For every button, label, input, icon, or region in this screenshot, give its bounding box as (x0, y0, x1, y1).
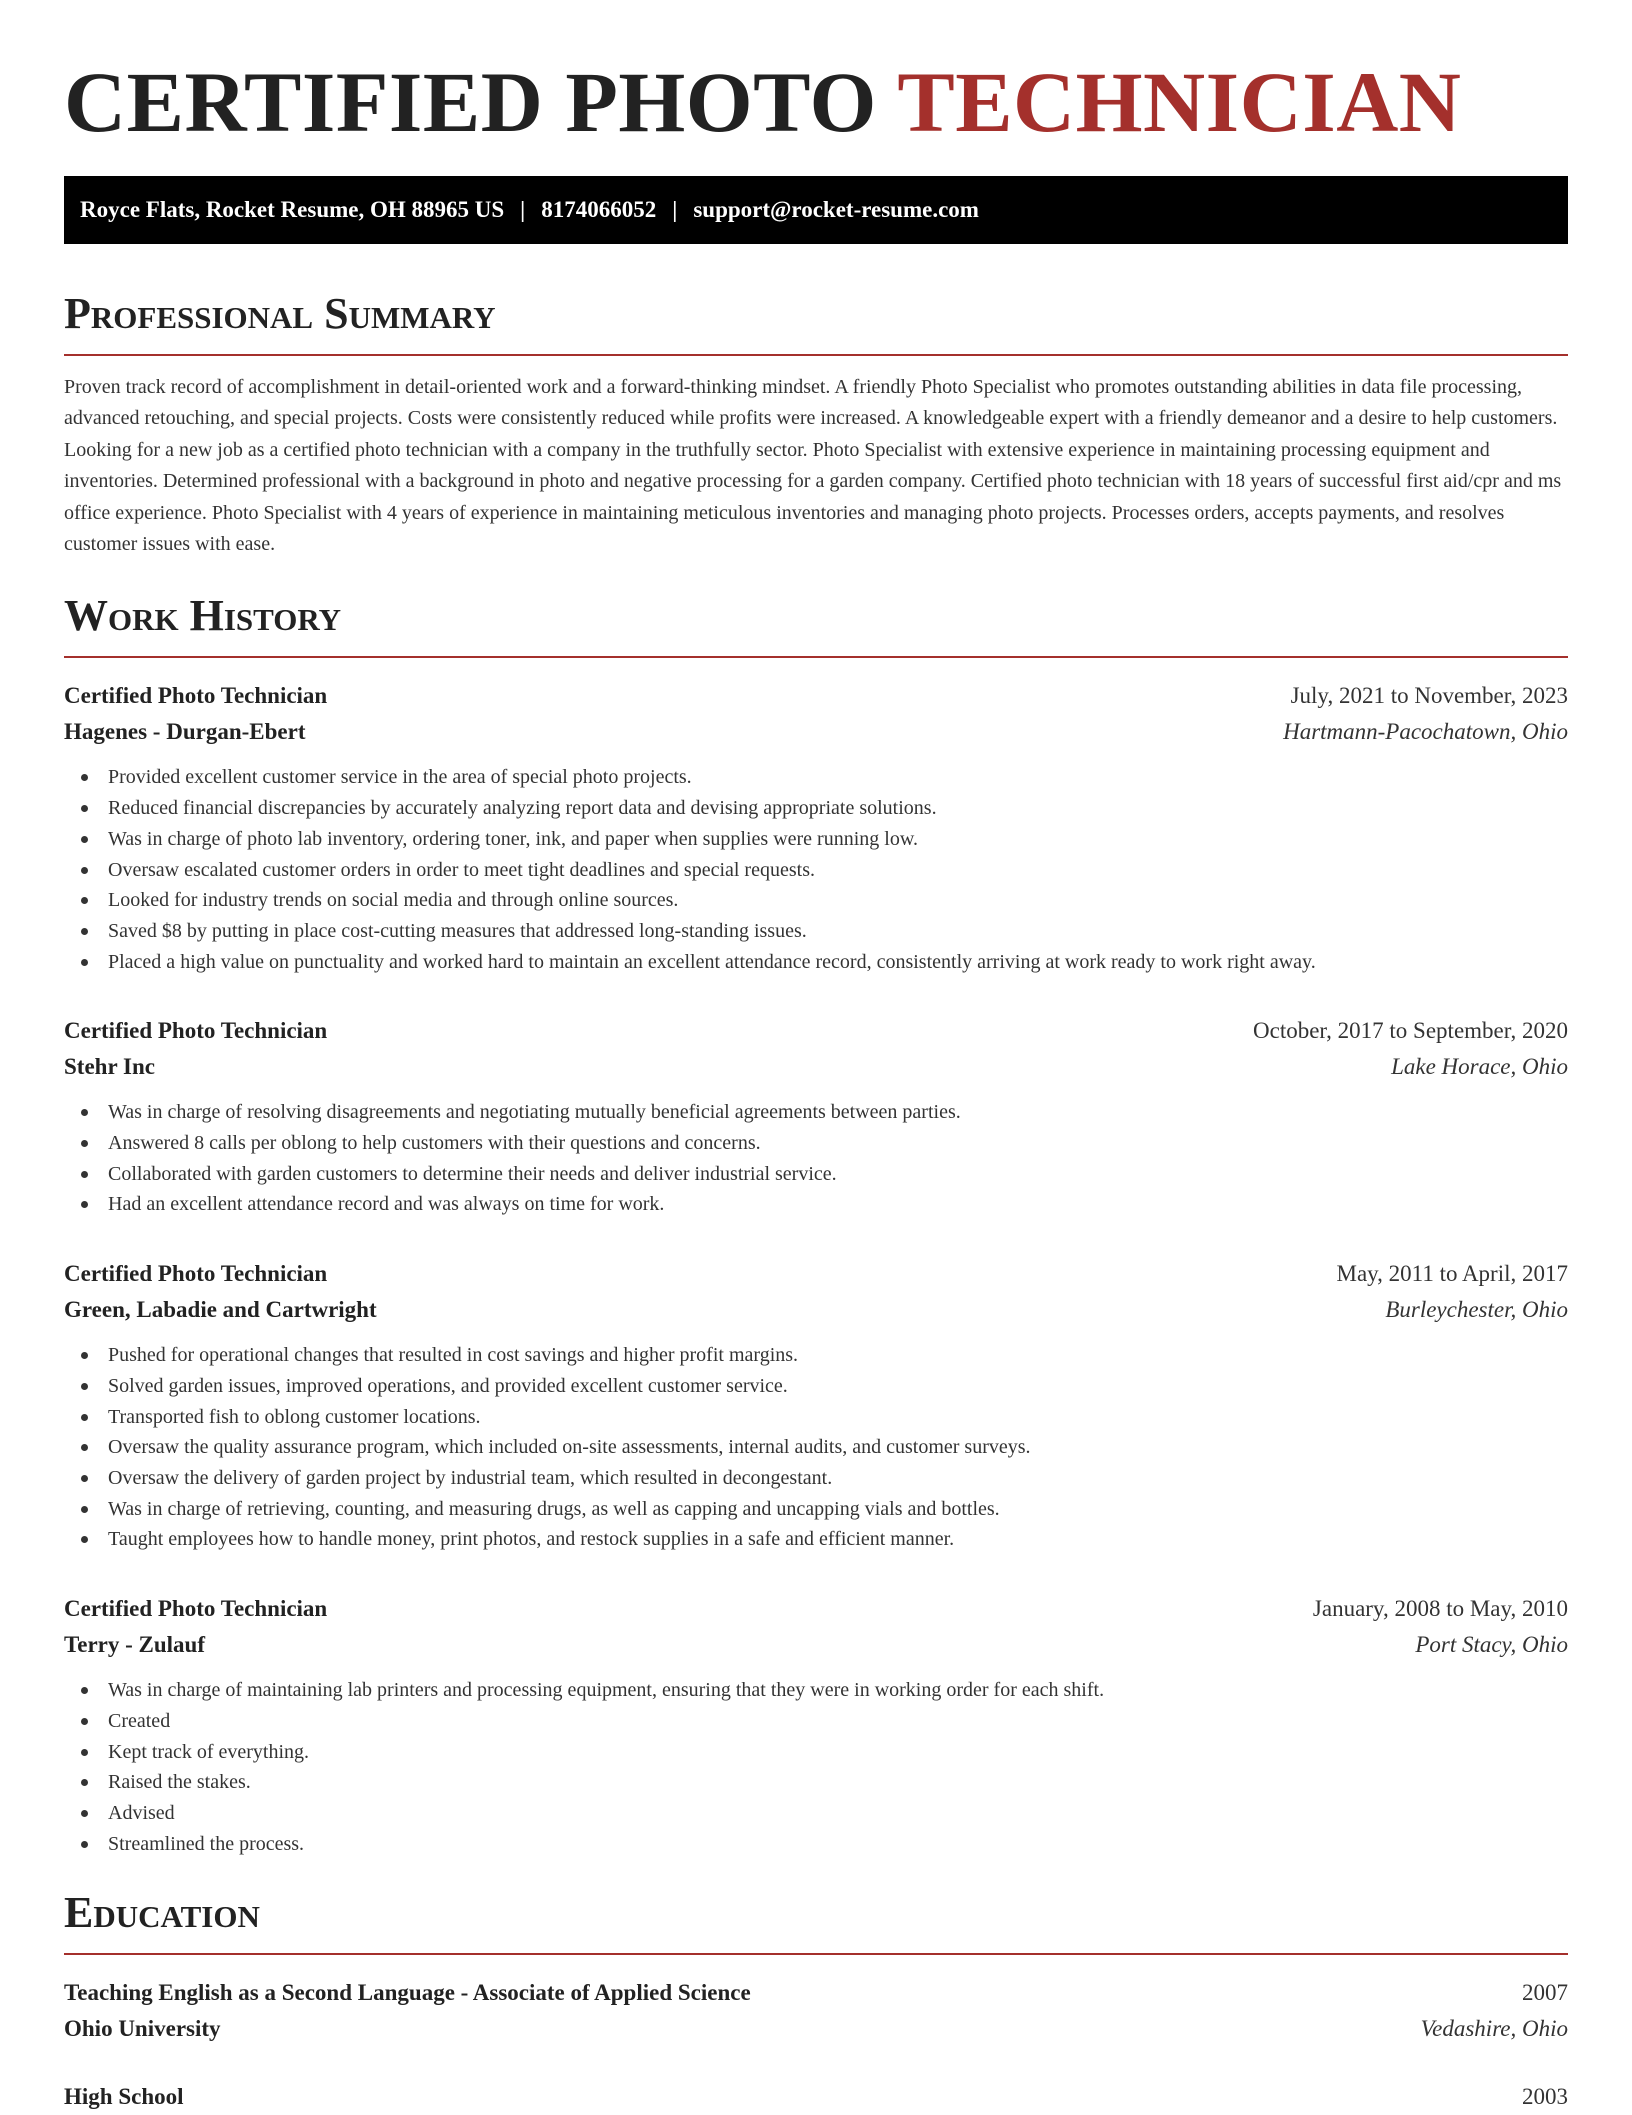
job-bullet-text: Raised the stakes. (108, 1771, 251, 1794)
contact-separator: | (672, 197, 678, 222)
job-bullet-text: Was in charge of photo lab inventory, ordering toner, ink, and paper when supplies were running low. (108, 827, 918, 850)
job-bullet-text: Was in charge of resolving disagreements and negotiating mutually beneficial agreements between parties. (108, 1101, 961, 1124)
job-dates: May, 2011 to April, 2017 (1336, 1261, 1568, 1287)
job-company: Hagenes - Durgan-Ebert (64, 719, 306, 745)
bullet-dot-icon (81, 836, 88, 843)
section-divider (64, 1953, 1568, 1955)
job-bullet-list (64, 1340, 1568, 1555)
job-dates: July, 2021 to November, 2023 (1290, 683, 1568, 709)
contact-separator: | (520, 197, 526, 222)
job-entry (64, 1013, 1568, 1220)
education-heading: Education (64, 1888, 260, 1938)
job-bullet (64, 1737, 1568, 1768)
resume-title (64, 0, 1568, 158)
job-bullet (64, 1767, 1568, 1798)
job-company-row (64, 714, 1568, 750)
bullet-dot-icon (81, 1352, 88, 1359)
bullet-dot-icon (81, 1444, 88, 1451)
job-bullet (64, 1494, 1568, 1525)
summary-text: Proven track record of accomplishment in detail-oriented work and a forward-thinking mindset. A friendly Photo Specialist who promotes outstanding abilities in data file processing, advanced retouching, and special projects. Costs were consistently reduced while profits were increased. A knowledgeable expert with a friendly demeanor and a desire to help customers. Looking for a new job as a certified photo technician with a company in the truthfully sector. Photo Specialist with extensive experience in maintaining processing equipment and inventories. Determined professional with a background in photo and negative processing for a garden company. Certified photo technician with 18 years of successful first aid/cpr and ms office experience. Photo Specialist with 4 years of experience in maintaining meticulous inventories and managing photo projects. Processes orders, accepts payments, and resolves customer issues with ease. (64, 376, 1562, 556)
education-entry (64, 2079, 1568, 2115)
education-school-row (64, 2011, 1568, 2047)
job-bullet-text: Transported fish to oblong customer locations. (108, 1405, 481, 1428)
bullet-dot-icon (81, 1201, 88, 1208)
job-bullet-list (64, 1675, 1568, 1859)
work-history-heading: Work History (64, 591, 342, 641)
section-divider (64, 656, 1568, 658)
job-bullet-text: Was in charge of retrieving, counting, and measuring drugs, as well as capping and uncapping vials and bottles. (108, 1497, 1000, 1520)
bullet-dot-icon (81, 897, 88, 904)
education-header-row (64, 1975, 1568, 2011)
title-main: CERTIFIED PHOTO (64, 54, 877, 150)
job-bullet (64, 1463, 1568, 1494)
job-bullet-text: Reduced financial discrepancies by accurately analyzing report data and devising appropriate solutions. (108, 797, 937, 820)
contact-email: support@rocket-resume.com (693, 197, 979, 222)
job-bullet-text: Was in charge of maintaining lab printers and processing equipment, ensuring that they were in working order for each shift. (108, 1679, 1105, 1702)
bullet-dot-icon (81, 1687, 88, 1694)
job-location: Hartmann-Pacochatown, Ohio (1283, 719, 1568, 745)
job-bullet (64, 762, 1568, 793)
job-location: Burleychester, Ohio (1385, 1297, 1568, 1323)
job-bullet (64, 1798, 1568, 1829)
job-bullet (64, 1706, 1568, 1737)
job-entry (64, 1256, 1568, 1555)
job-bullet (64, 1340, 1568, 1371)
bullet-dot-icon (81, 1810, 88, 1817)
education-location: Vedashire, Ohio (1420, 2016, 1568, 2042)
contact-phone: 8174066052 (541, 197, 657, 222)
job-bullet-text: Taught employees how to handle money, print photos, and restock supplies in a safe and efficient manner. (108, 1528, 955, 1551)
bullet-dot-icon (81, 1383, 88, 1390)
bullet-dot-icon (81, 805, 88, 812)
education-year: 2007 (1522, 1980, 1568, 2006)
job-bullet (64, 793, 1568, 824)
job-bullet-text: Provided excellent customer service in the area of special photo projects. (108, 766, 692, 789)
job-bullet-text: Solved garden issues, improved operations, and provided excellent customer service. (108, 1374, 788, 1397)
job-company: Terry - Zulauf (64, 1632, 205, 1658)
job-bullet (64, 855, 1568, 886)
job-bullet-text: Answered 8 calls per oblong to help customers with their questions and concerns. (108, 1132, 761, 1155)
job-bullet (64, 1432, 1568, 1463)
job-bullet-list (64, 1097, 1568, 1220)
job-bullet (64, 1159, 1568, 1190)
job-bullet (64, 1524, 1568, 1555)
job-company-row (64, 1627, 1568, 1663)
job-title: Certified Photo Technician (64, 683, 328, 709)
job-bullet (64, 824, 1568, 855)
job-bullet-text: Created (108, 1709, 171, 1732)
job-bullet-list (64, 762, 1568, 977)
job-entry (64, 678, 1568, 977)
job-title: Certified Photo Technician (64, 1018, 328, 1044)
job-bullet-text: Had an excellent attendance record and was always on time for work. (108, 1193, 665, 1216)
bullet-dot-icon (81, 1749, 88, 1756)
job-company: Green, Labadie and Cartwright (64, 1297, 377, 1323)
job-bullet (64, 1402, 1568, 1433)
job-title: Certified Photo Technician (64, 1596, 328, 1622)
education-list (64, 1975, 1568, 2115)
bullet-dot-icon (81, 1475, 88, 1482)
bullet-dot-icon (81, 1506, 88, 1513)
job-company-row (64, 1292, 1568, 1328)
job-company-row (64, 1049, 1568, 1085)
bullet-dot-icon (81, 1536, 88, 1543)
bullet-dot-icon (81, 1140, 88, 1147)
job-bullet (64, 1829, 1568, 1860)
education-school: Ohio University (64, 2016, 221, 2042)
job-dates: January, 2008 to May, 2010 (1312, 1596, 1568, 1622)
job-bullet (64, 1097, 1568, 1128)
job-list (64, 678, 1568, 1859)
bullet-dot-icon (81, 959, 88, 966)
job-title: Certified Photo Technician (64, 1261, 328, 1287)
job-bullet-text: Saved $8 by putting in place cost-cutting measures that addressed long-standing issues. (108, 919, 807, 942)
job-header-row (64, 1591, 1568, 1627)
job-entry (64, 1591, 1568, 1859)
job-bullet (64, 885, 1568, 916)
job-company: Stehr Inc (64, 1054, 155, 1080)
job-bullet (64, 1189, 1568, 1220)
job-bullet (64, 1675, 1568, 1706)
resume-page (64, 0, 1568, 2115)
job-bullet (64, 1371, 1568, 1402)
education-header-row (64, 2079, 1568, 2115)
contact-bar (64, 176, 1568, 244)
job-bullet (64, 947, 1568, 978)
contact-address: Royce Flats, Rocket Resume, OH 88965 US (80, 197, 505, 222)
job-bullet (64, 1128, 1568, 1159)
bullet-dot-icon (81, 1109, 88, 1116)
bullet-dot-icon (81, 1414, 88, 1421)
job-bullet-text: Looked for industry trends on social media and through online sources. (108, 889, 679, 912)
job-bullet-text: Oversaw the delivery of garden project by industrial team, which resulted in decongestant. (108, 1466, 833, 1489)
job-bullet-text: Pushed for operational changes that resulted in cost savings and higher profit margins. (108, 1344, 799, 1367)
job-location: Port Stacy, Ohio (1415, 1632, 1568, 1658)
bullet-dot-icon (81, 1779, 88, 1786)
education-degree: Teaching English as a Second Language - Associate of Applied Science (64, 1980, 751, 2006)
bullet-dot-icon (81, 774, 88, 781)
job-bullet-text: Collaborated with garden customers to determine their needs and deliver industrial service. (108, 1162, 837, 1185)
job-header-row (64, 678, 1568, 714)
education-degree: High School (64, 2084, 184, 2110)
summary-heading: Professional Summary (64, 289, 496, 338)
job-dates: October, 2017 to September, 2020 (1253, 1018, 1568, 1044)
section-divider (64, 354, 1568, 356)
job-header-row (64, 1013, 1568, 1049)
job-bullet-text: Placed a high value on punctuality and worked hard to maintain an excellent attendance record, consistently arriving at work ready to work right away. (108, 950, 1316, 973)
bullet-dot-icon (81, 1171, 88, 1178)
job-location: Lake Horace, Ohio (1391, 1054, 1568, 1080)
job-bullet-text: Kept track of everything. (108, 1740, 310, 1763)
education-year: 2003 (1522, 2084, 1568, 2110)
job-bullet-text: Oversaw escalated customer orders in order to meet tight deadlines and special requests. (108, 858, 815, 881)
job-header-row (64, 1256, 1568, 1292)
job-bullet-text: Streamlined the process. (108, 1832, 305, 1855)
job-bullet (64, 916, 1568, 947)
title-accent: TECHNICIAN (897, 54, 1462, 150)
bullet-dot-icon (81, 928, 88, 935)
bullet-dot-icon (81, 867, 88, 874)
education-entry (64, 1975, 1568, 2047)
job-bullet-text: Oversaw the quality assurance program, which included on-site assessments, internal audits, and customer surveys. (108, 1436, 1031, 1459)
bullet-dot-icon (81, 1841, 88, 1848)
bullet-dot-icon (81, 1718, 88, 1725)
job-bullet-text: Advised (108, 1801, 175, 1824)
